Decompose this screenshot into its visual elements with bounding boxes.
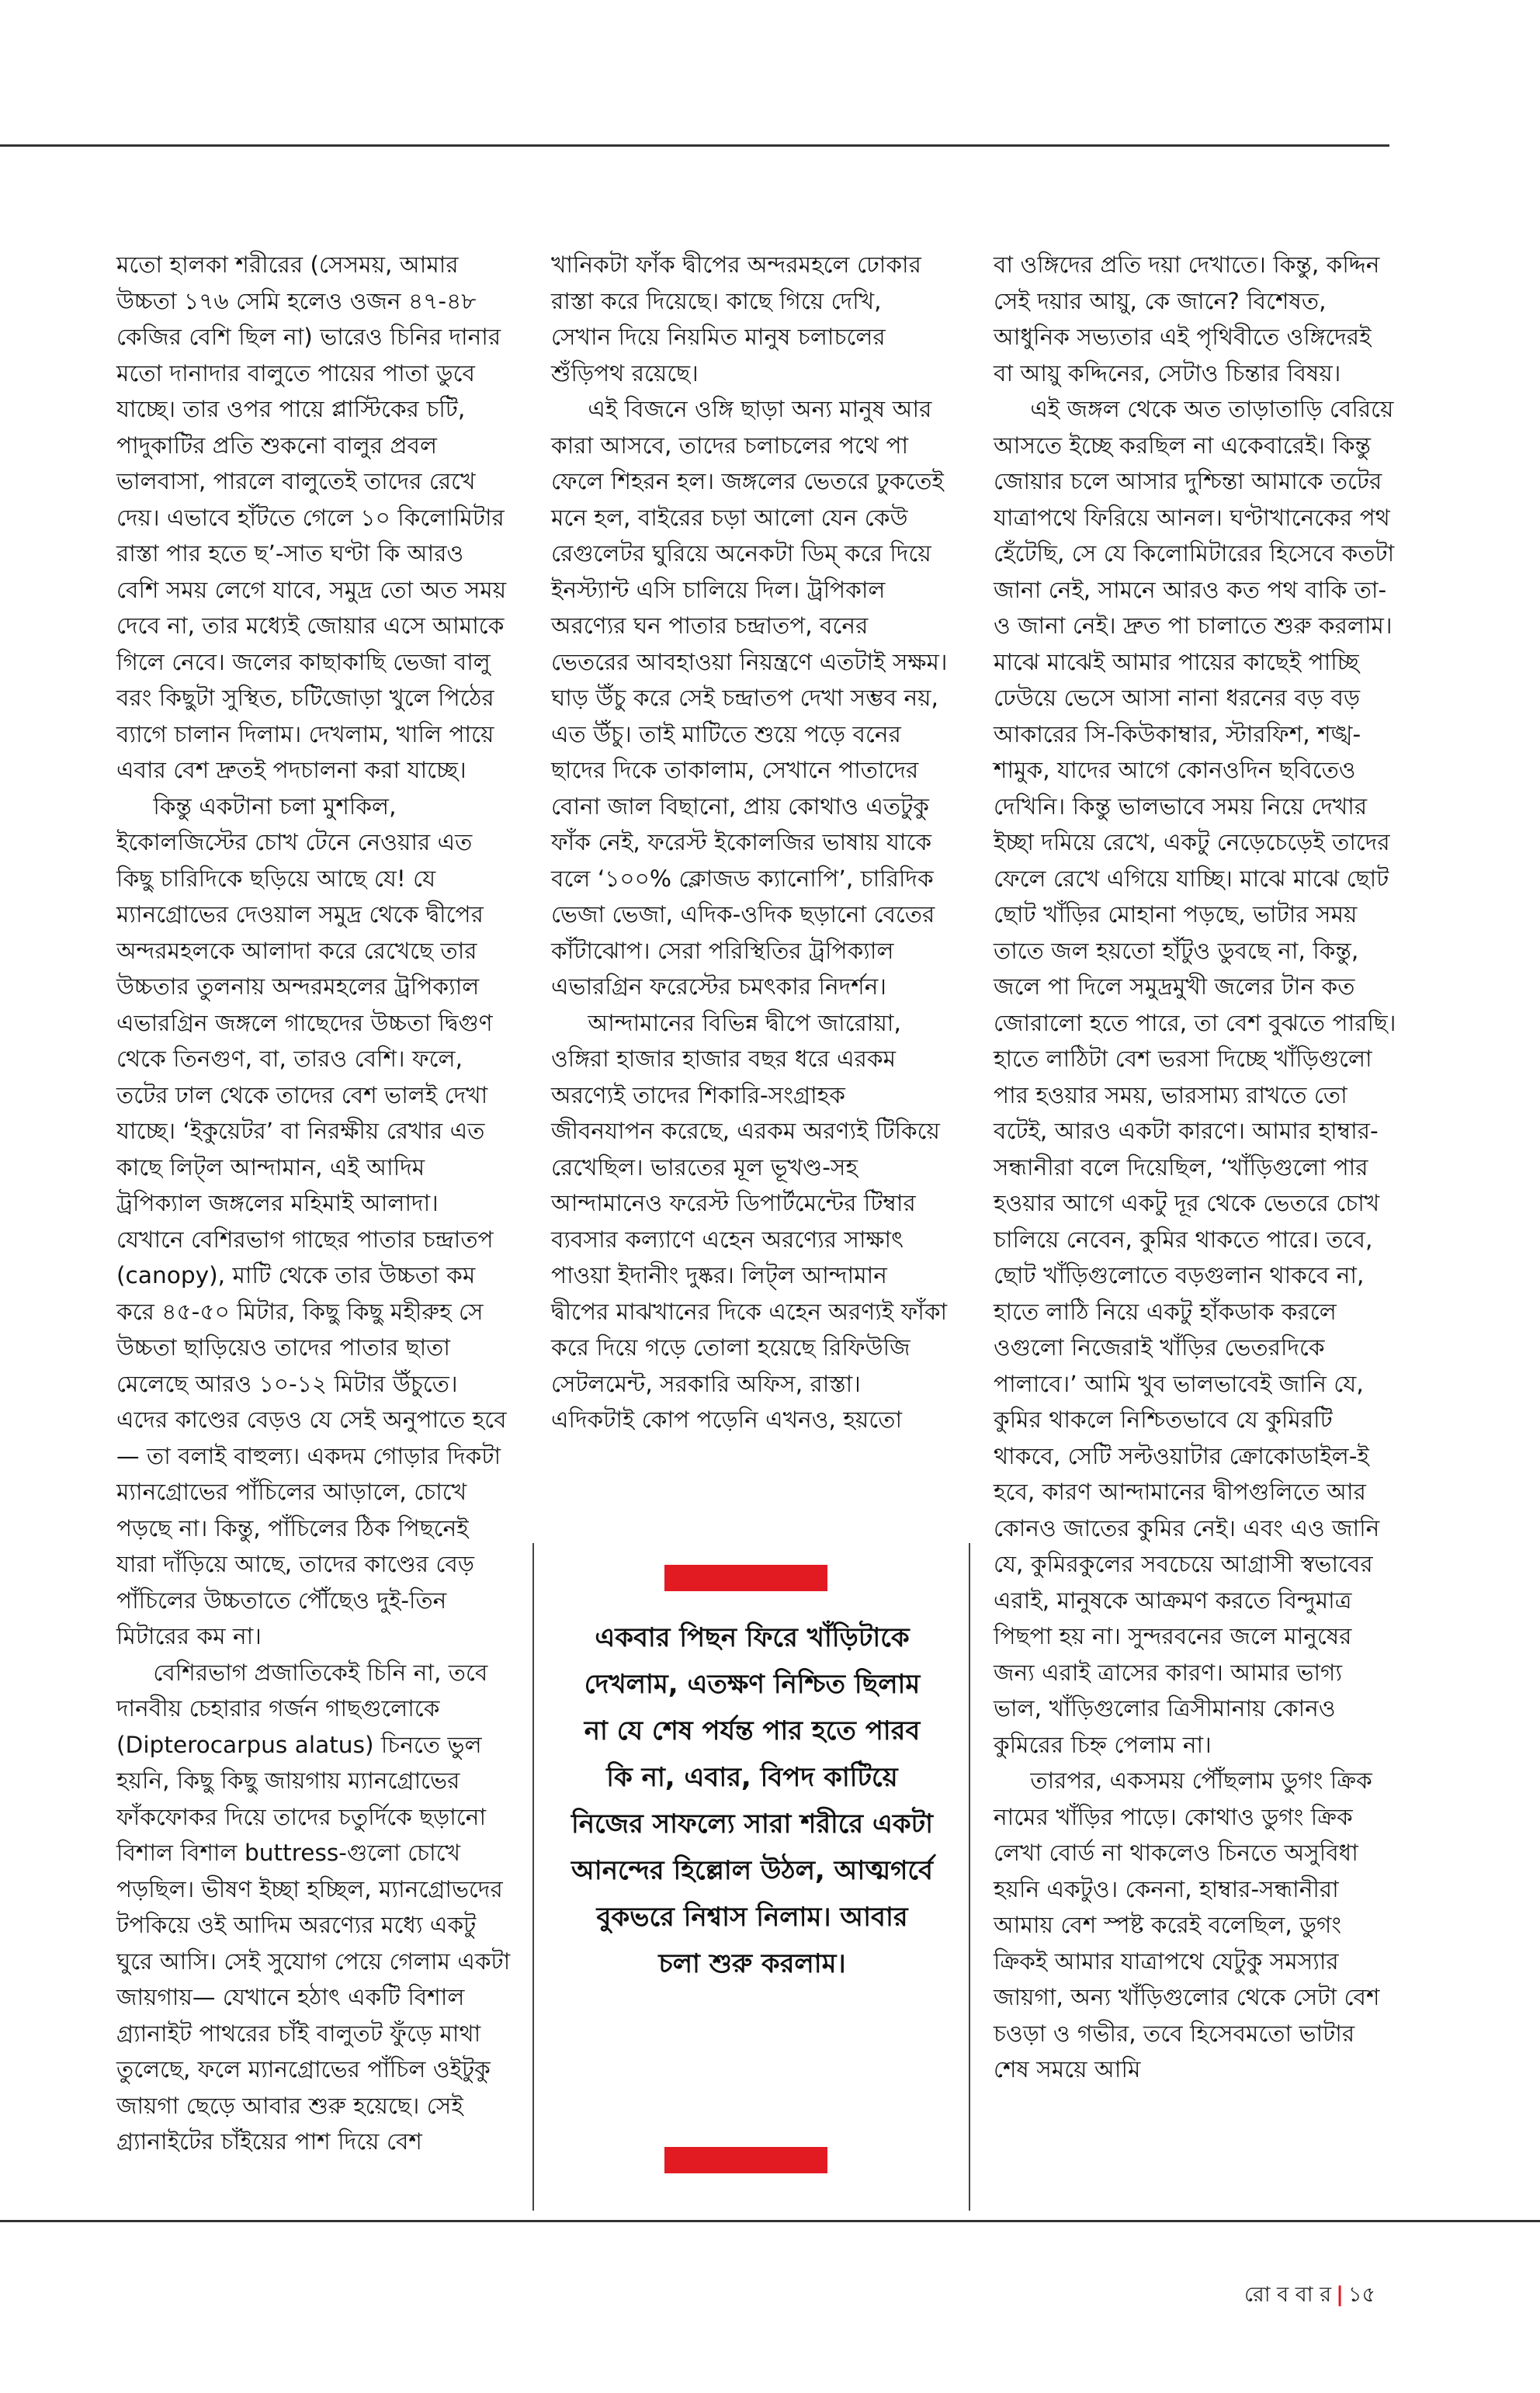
bottom-rule: [0, 2220, 1540, 2222]
pull-quote: একবার পিছন ফিরে খাঁড়িটাকে দেখলাম, এতক্ষণ নিশ্চিত ছিলাম না যে শেষ পর্যন্ত পার হতে পারব কি না, এবার, বিপদ কাটিয়ে নিজের সাফল্যে সারা শরীরে একটা আনন্দের হিল্লোল উঠল, আত্মগর্বে বুকভরে নিশ্বাস নিলাম। আবার চলা শুরু করলাম।: [571, 1622, 934, 1979]
page-footer: [1244, 2279, 1375, 2314]
column-divider-left: [532, 1543, 534, 2211]
paragraph: মতো হালকা শরীরের (সেসময়, আমার উচ্চতা ১৭৬ সেমি হলেও ওজন ৪৭-৪৮ কেজির বেশি ছিল না) ভারেও চিনির দানার মতো দানাদার বালুতে পায়ের পাতা ডুবে যাচ্ছে। তার ওপর পায়ে প্লাস্টিকের চটি, পাদুকাটির প্রতি শুকনো বালুর প্রবল ভালবাসা, পারলে বালুতেই তাদের রেখে দেয়। এভাবে হাঁটতে গেলে ১০ কিলোমিটার রাস্তা পার হতে ছ’-সাত ঘণ্টা কি আরও বেশি সময় লেগে যাবে, সমুদ্র তো অত সময় দেবে না, তার মধ্যেই জোয়ার এসে আমাকে গিলে নেবে। জলের কাছাকাছি ভেজা বালু বরং কিছুটা সুস্থিত, চটিজোড়া খুলে পিঠের ব্যাগে চালান দিলাম। দেখলাম, খালি পায়ে এবার বেশ দ্রুতই পদচালনা করা যাচ্ছে।: [116, 251, 507, 783]
page-number: ১৫: [1348, 2283, 1375, 2307]
paragraph: আন্দামানের বিভিন্ন দ্বীপে জারোয়া, ওঙ্গিরা হাজার হাজার বছর ধরে এরকম অরণ্যেই তাদের শিকারি-সংগ্রাহক জীবনযাপন করেছে, এরকম অরণ্যই টিকিয়ে রেখেছিল। ভারতের মূল ভূখণ্ড-সহ আন্দামানেও ফরেস্ট ডিপার্টমেন্টের টিম্বার ব্যবসার কল্যাণে এহেন অরণ্যের সাক্ষাৎ পাওয়া ইদানীং দুষ্কর। লিট্‌ল আন্দামান দ্বীপের মাঝখানের দিকে এহেন অরণ্যই ফাঁকা করে দিয়ে গড়ে তোলা হয়েছে রিফিউজি সেটলমেন্ট, সরকারি অফিস, রাস্তা। এদিকটাই কোপ পড়েনি এখনও, হয়তো: [551, 1009, 948, 1433]
footer-separator: |: [1336, 2283, 1344, 2307]
top-rule: [0, 144, 1389, 147]
paragraph: এই বিজনে ওঙ্গি ছাড়া অন্য মানুষ আর কারা আসবে, তাদের চলাচলের পথে পা ফেলে শিহরন হল। জঙ্গলের ভেতরে ঢুকতেই মনে হল, বাইরের চড়া আলো যেন কেউ রেগুলেটর ঘুরিয়ে অনেকটা ডিম্‌ করে দিয়ে ইনস্ট্যান্ট এসি চালিয়ে দিল। ট্রপিকাল অরণ্যের ঘন পাতার চন্দ্রাতপ, বনের ভেতরের আবহাওয়া নিয়ন্ত্রণে এতটাই সক্ষম। ঘাড় উঁচু করে সেই চন্দ্রাতপ দেখা সম্ভব নয়, এত উঁচু। তাই মাটিতে শুয়ে পড়ে বনের ছাদের দিকে তাকালাম, সেখানে পাতাদের বোনা জাল বিছানো, প্রায় কোথাও এতটুকু ফাঁক নেই, ফরেস্ট ইকোলজির ভাষায় যাকে বলে ‘১০০% ক্লোজড ক্যানোপি’, চারিদিক ভেজা ভেজা, এদিক-ওদিক ছড়ানো বেতের কাঁটাঝোপ। সেরা পরিস্থিতির ট্রপিক্যাল এভারগ্রিন ফরেস্টের চমৎকার নিদর্শন।: [551, 396, 948, 1000]
article-column-1: [116, 247, 511, 2160]
paragraph: তারপর, একসময় পৌঁছলাম ডুগং ক্রিক নামের খাঁড়ির পাড়ে। কোথাও ডুগং ক্রিক লেখা বোর্ড না থাকলেও চিনতে অসুবিধা হয়নি একটুও। কেননা, হাম্বার-সন্ধানীরা আমায় বেশ স্পষ্ট করেই বলেছিল, ডুগং ক্রিকই আমার যাত্রাপথে যেটুকু সমস্যার জায়গা, অন্য খাঁড়িগুলোর থেকে সেটা বেশ চওড়া ও গভীর, তবে হিসেবমতো ভাটার শেষ সময়ে আমি: [994, 1767, 1380, 2083]
column-divider-right: [969, 1543, 970, 2211]
article-column-3: [994, 247, 1397, 2088]
paragraph: বা ওঙ্গিদের প্রতি দয়া দেখাতে। কিন্তু, কদ্দিন সেই দয়ার আয়ু, কে জানে? বিশেষত, আধুনিক সভ্যতার এই পৃথিবীতে ওঙ্গিদেরই বা আয়ু কদ্দিনের, সেটাও চিন্তার বিষয়।: [994, 251, 1380, 387]
paragraph: এই জঙ্গল থেকে অত তাড়াতাড়ি বেরিয়ে আসতে ইচ্ছে করছিল না একেবারেই। কিন্তু জোয়ার চলে আসার দুশ্চিন্তা আমাকে তটের যাত্রাপথে ফিরিয়ে আনল। ঘণ্টাখানেকের পথ হেঁটেছি, সে যে কিলোমিটারের হিসেবে কতটা জানা নেই, সামনে আরও কত পথ বাকি তা-ও জানা নেই। দ্রুত পা চালাতে শুরু করলাম। মাঝে মাঝেই আমার পায়ের কাছেই পাচ্ছি ঢেউয়ে ভেসে আসা নানা ধরনের বড় বড় আকারের সি-কিউকাম্বার, স্টারফিশ, শঙ্খ-শামুক, যাদের আগে কোনওদিন ছবিতেও দেখিনি। কিন্তু ভালভাবে সময় নিয়ে দেখার ইচ্ছা দমিয়ে রেখে, একটু নেড়েচেড়েই তাদের ফেলে রেখে এগিয়ে যাচ্ছি। মাঝে মাঝে ছোট ছোট খাঁড়ির মোহানা পড়ছে, ভাটার সময় তাতে জল হয়তো হাঁটুও ডুবছে না, কিন্তু, জলে পা দিলে সমুদ্রমুখী জলের টান কত জোরালো হতে পারে, তা বেশ বুঝতে পারছি। হাতে লাঠিটা বেশ ভরসা দিচ্ছে খাঁড়িগুলো পার হওয়ার সময়, ভারসাম্য রাখতে তো বটেই, আরও একটা কারণে। আমার হাম্বার-সন্ধানীরা বলে দিয়েছিল, ‘খাঁড়িগুলো পার হওয়ার আগে একটু দূর থেকে ভেতরে চোখ চালিয়ে নেবেন, কুমির থাকতে পারে। তবে, ছোট খাঁড়িগুলোতে বড়গুলান থাকবে না, হাতে লাঠি নিয়ে একটু হাঁকডাক করলে ওগুলো নিজেরাই খাঁড়ির ভেতরদিকে পালাবে।’ আমি খুব ভালভাবেই জানি যে, কুমির থাকলে নিশ্চিতভাবে যে কুমিরটি থাকবে, সেটি সল্টওয়াটার ক্রোকোডাইল-ই হবে, কারণ আন্দামানের দ্বীপগুলিতে আর কোনও জাতের কুমির নেই। এবং এও জানি যে, কুমিরকুলের সবচেয়ে আগ্রাসী স্বভাবের এরাই, মানুষকে আক্রমণ করতে বিন্দুমাত্র পিছপা হয় না। সুন্দরবনের জলে মানুষের জন্য এরাই ত্রাসের কারণ। আমার ভাগ্য ভাল, খাঁড়িগুলোর ত্রিসীমানায় কোনও কুমিরের চিহ্ন পেলাম না।: [994, 396, 1396, 1758]
pull-quote-bar-top: [664, 1565, 827, 1591]
paragraph: খানিকটা ফাঁক দ্বীপের অন্দরমহলে ঢোকার রাস্তা করে দিয়েছে। কাছে গিয়ে দেখি, সেখান দিয়ে নিয়মিত মানুষ চলাচলের শুঁড়িপথ রয়েছে।: [551, 251, 921, 387]
paragraph: কিন্তু একটানা চলা মুশকিল, ইকোলজিস্টের চোখ টেনে নেওয়ার এত কিছু চারিদিকে ছড়িয়ে আছে যে! যে ম্যানগ্রোভের দেওয়াল সমুদ্র থেকে দ্বীপের অন্দরমহলকে আলাদা করে রেখেছে তার উচ্চতার তুলনায় অন্দরমহলের ট্রপিক্যাল এভারগ্রিন জঙ্গলে গাছেদের উচ্চতা দ্বিগুণ থেকে তিনগুণ, বা, তারও বেশি। ফলে, তটের ঢাল থেকে তাদের বেশ ভালই দেখা যাচ্ছে। ‘ইকুয়েটর’ বা নিরক্ষীয় রেখার এত কাছে লিট্‌ল আন্দামান, এই আদিম ট্রপিক্যাল জঙ্গলের মহিমাই আলাদা। যেখানে বেশিরভাগ গাছের পাতার চন্দ্রাতপ (canopy), মাটি থেকে তার উচ্চতা কম করে ৪৫-৫০ মিটার, কিছু কিছু মহীরুহ সে উচ্চতা ছাড়িয়েও তাদের পাতার ছাতা মেলেছে আরও ১০-১২ মিটার উঁচুতে। এদের কাণ্ডের বেড়ও যে সেই অনুপাতে হবে— তা বলাই বাহুল্য। একদম গোড়ার দিকটা ম্যানগ্রোভের পাঁচিলের আড়ালে, চোখে পড়ছে না। কিন্তু, পাঁচিলের ঠিক পিছনেই যারা দাঁড়িয়ে আছে, তাদের কাণ্ডের বেড় পাঁচিলের উচ্চতাতে পৌঁছেও দুই-তিন মিটারের কম না।: [116, 792, 507, 1649]
paragraph: বেশিরভাগ প্রজাতিকেই চিনি না, তবে দানবীয় চেহারার গর্জন গাছগুলোকে (Dipterocarpus alatus) চিনতে ভুল হয়নি, কিছু কিছু জায়গায় ম্যানগ্রোভের ফাঁকফোকর দিয়ে তাদের চতুর্দিকে ছড়ানো বিশাল বিশাল buttress-গুলো চোখে পড়ছিল। ভীষণ ইচ্ছা হচ্ছিল, ম্যানগ্রোভদের টপকিয়ে ওই আদিম অরণ্যের মধ্যে একটু ঘুরে আসি। সেই সুযোগ পেয়ে গেলাম একটা জায়গায়— যেখানে হঠাৎ একটি বিশাল গ্র্যানাইট পাথরের চাঁই বালুতট ফুঁড়ে মাথা তুলেছে, ফলে ম্যানগ্রোভের পাঁচিল ওইটুকু জায়গা ছেড়ে আবার শুরু হয়েছে। সেই গ্র্যানাইটের চাঁইয়ের পাশ দিয়ে বেশ: [116, 1659, 511, 2155]
magazine-name: রো ব বা র: [1243, 2283, 1332, 2307]
article-column-2: [551, 247, 949, 1438]
pull-quote-bar-bottom: [664, 2147, 827, 2173]
